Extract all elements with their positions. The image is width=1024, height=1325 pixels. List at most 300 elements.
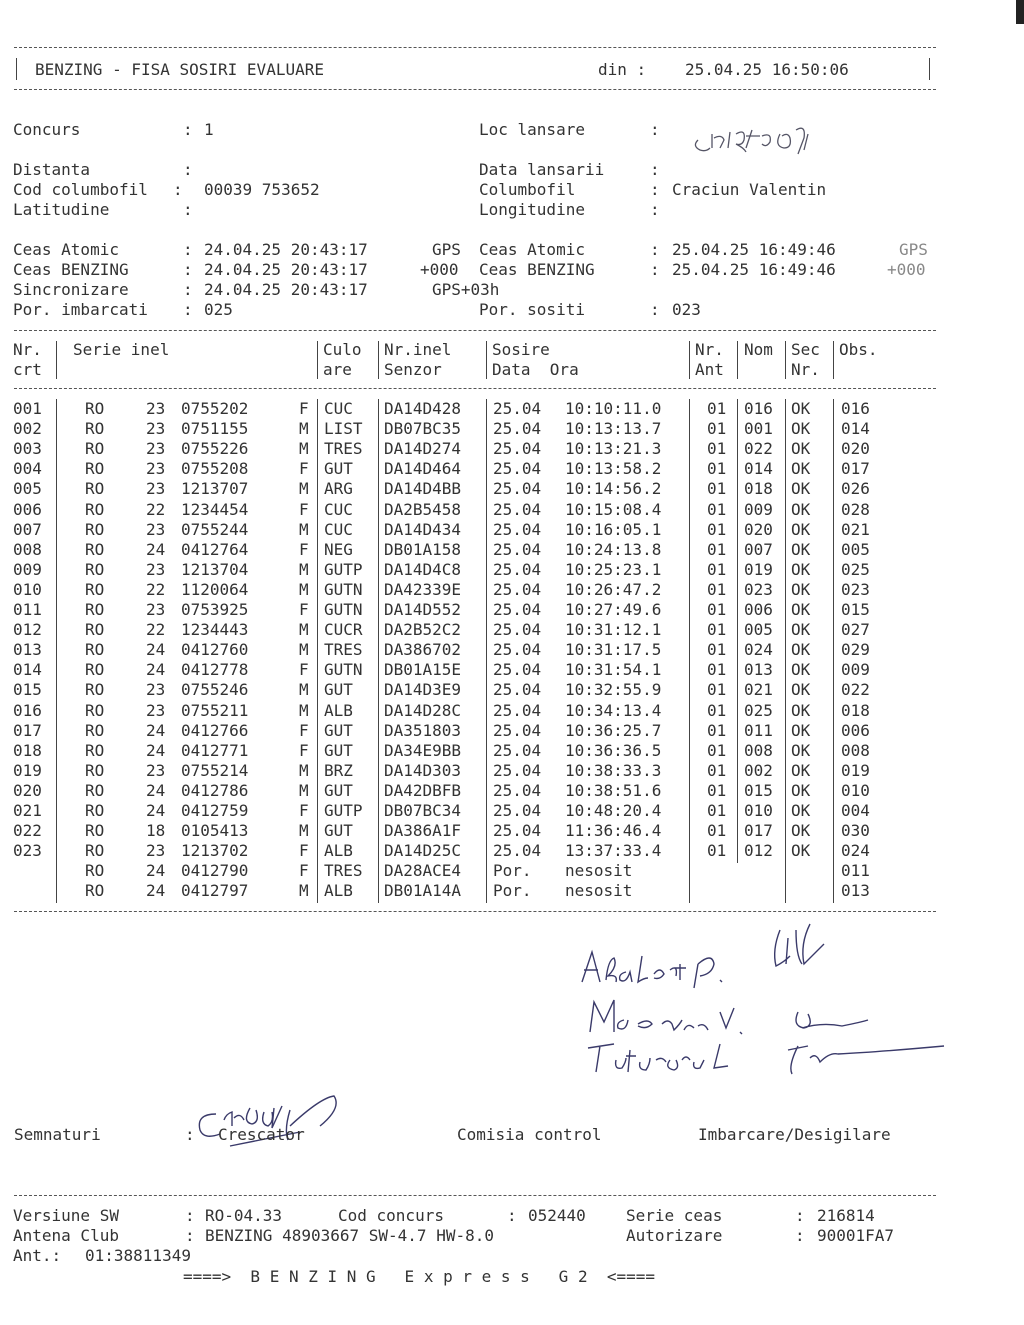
cell-data: 25.04: [493, 519, 542, 539]
th-sec-2: Nr.: [791, 360, 820, 379]
cell-ora: 10:32:55.9: [565, 680, 662, 700]
clock-left-1-suffix: +000: [420, 260, 459, 279]
cell-inel: 1120064: [181, 579, 249, 599]
cell-obs: 013: [841, 881, 870, 901]
cell-ora: 10:26:47.2: [565, 579, 662, 599]
cell-obs: 008: [841, 740, 870, 760]
cell-data: 25.04: [493, 499, 542, 519]
cell-ora: 10:48:20.4: [565, 801, 662, 820]
cell-ora: 10:15:08.4: [565, 499, 662, 519]
cell-sec: OK: [791, 439, 811, 459]
cell-sec: OK: [791, 399, 811, 418]
cell-ant: 01: [707, 439, 727, 459]
cell-sex: F: [299, 600, 309, 619]
cell-nom: 006: [744, 600, 773, 619]
cell-senzor: DB01A15E: [384, 660, 462, 680]
cell-senzor: DA14D4C8: [384, 559, 462, 579]
clock-left-0-label: Ceas Atomic: [13, 240, 119, 259]
cell-obs: 016: [841, 399, 870, 418]
cell-tara: RO: [85, 821, 105, 841]
cell-culoare: GUT: [324, 680, 353, 700]
cell-senzor: DA386702: [384, 640, 462, 660]
cell-ant: 01: [707, 600, 727, 619]
cell-an: 24: [146, 640, 166, 660]
cell-inel: 0751155: [181, 419, 249, 439]
cell-nom: 014: [744, 459, 773, 479]
cell-culoare: GUTN: [324, 600, 363, 619]
cell-nr: 003: [13, 439, 42, 459]
header-left-bar: [16, 58, 17, 80]
cell-sec: OK: [791, 419, 811, 439]
cell-tara: RO: [85, 680, 105, 700]
cell-inel: 0755202: [181, 399, 249, 418]
cell-nr: 018: [13, 740, 42, 760]
cell-ant: 01: [707, 539, 727, 559]
cell-senzor: DA14D434: [384, 519, 462, 539]
cell-ora: 10:25:23.1: [565, 559, 662, 579]
cell-ant: 01: [707, 801, 727, 820]
report-date-label: din :: [598, 60, 647, 79]
cell-nom: 016: [744, 399, 773, 418]
cell-sec: OK: [791, 801, 811, 820]
cell-culoare: CUC: [324, 499, 353, 519]
cell-sex: M: [299, 680, 309, 700]
cell-sex: F: [299, 720, 309, 740]
cell-sex: M: [299, 559, 309, 579]
table-header-rule: [14, 388, 936, 389]
cell-ora: 10:31:17.5: [565, 640, 662, 660]
cell-culoare: BRZ: [324, 760, 353, 780]
cell-sec: OK: [791, 519, 811, 539]
cell-culoare: TRES: [324, 640, 363, 660]
cell-an: 24: [146, 780, 166, 800]
cell-senzor: DA351803: [384, 720, 462, 740]
cell-inel: 1234443: [181, 620, 249, 640]
cell-sex: F: [299, 740, 309, 760]
longitudine-label: Longitudine: [479, 200, 585, 219]
autorizare-colon: :: [795, 1226, 805, 1245]
antena-colon: :: [185, 1226, 195, 1245]
cell-senzor: DB01A158: [384, 539, 462, 559]
cell-sec: OK: [791, 720, 811, 740]
cell-nr: 005: [13, 479, 42, 499]
cell-inel: 0412778: [181, 660, 249, 680]
cell-ant: 01: [707, 700, 727, 720]
cell-ora: 10:24:13.8: [565, 539, 662, 559]
cell-ant: 01: [707, 459, 727, 479]
longitudine-colon: :: [650, 200, 660, 219]
cell-obs: 018: [841, 700, 870, 720]
cell-data: 25.04: [493, 680, 542, 700]
cell-ora: 10:14:56.2: [565, 479, 662, 499]
th-sec-1: Sec: [791, 340, 820, 359]
cell-inel: 0412790: [181, 861, 249, 881]
cod-concurs-value: 052440: [528, 1206, 586, 1225]
cell-inel: 0755246: [181, 680, 249, 700]
cell-culoare: GUT: [324, 720, 353, 740]
autorizare-value: 90001FA7: [817, 1226, 895, 1245]
cell-ora: 10:16:05.1: [565, 519, 662, 539]
th-nr-1: Nr.: [13, 340, 42, 359]
cell-inel: 1213707: [181, 479, 249, 499]
cell-senzor: DA14D3E9: [384, 680, 462, 700]
cell-obs: 005: [841, 539, 870, 559]
cell-tara: RO: [85, 861, 105, 881]
cell-tara: RO: [85, 479, 105, 499]
cell-nr: 016: [13, 700, 42, 720]
cell-culoare: CUC: [324, 399, 353, 418]
cell-an: 23: [146, 479, 166, 499]
cell-culoare: CUC: [324, 519, 353, 539]
cell-data: 25.04: [493, 660, 542, 680]
cell-an: 24: [146, 660, 166, 680]
distanta-colon: :: [183, 160, 193, 179]
cell-sex: M: [299, 700, 309, 720]
loc-lansare-label: Loc lansare: [479, 120, 585, 139]
cell-culoare: GUTP: [324, 559, 363, 579]
cell-sex: F: [299, 459, 309, 479]
cell-data: 25.04: [493, 539, 542, 559]
cell-an: 22: [146, 579, 166, 599]
cell-ant: 01: [707, 740, 727, 760]
cell-data: 25.04: [493, 801, 542, 820]
cell-culoare: GUT: [324, 740, 353, 760]
cell-an: 18: [146, 821, 166, 841]
cell-nr: 011: [13, 600, 42, 619]
cell-senzor: DA14D274: [384, 439, 462, 459]
serie-ceas-label: Serie ceas: [626, 1206, 723, 1225]
cell-data: 25.04: [493, 740, 542, 760]
cell-data: 25.04: [493, 640, 542, 660]
cell-culoare: GUTP: [324, 801, 363, 820]
ant-label: Ant.:: [13, 1246, 62, 1265]
antena-label: Antena Club: [13, 1226, 119, 1245]
clock-right-2-label: Por. sositi: [479, 300, 585, 319]
cell-obs: 028: [841, 499, 870, 519]
cell-nr: 017: [13, 720, 42, 740]
cell-inel: 0755226: [181, 439, 249, 459]
cell-tara: RO: [85, 579, 105, 599]
cell-nom: 010: [744, 801, 773, 820]
cell-data: 25.04: [493, 720, 542, 740]
cell-sex: M: [299, 579, 309, 599]
cell-ora: 10:13:58.2: [565, 459, 662, 479]
cell-nr: 007: [13, 519, 42, 539]
cell-an: 22: [146, 499, 166, 519]
cell-an: 24: [146, 861, 166, 881]
cell-obs: 022: [841, 680, 870, 700]
cell-an: 22: [146, 620, 166, 640]
cell-ora: 13:37:33.4: [565, 841, 662, 861]
clock-left-2-value: 24.04.25 20:43:17: [204, 280, 368, 299]
cell-tara: RO: [85, 760, 105, 780]
cell-inel: 0412759: [181, 801, 249, 820]
cell-sec: OK: [791, 660, 811, 680]
cell-nom: 007: [744, 539, 773, 559]
tb-divider: [689, 399, 690, 903]
cell-ora: 10:31:12.1: [565, 620, 662, 640]
clock-right-2-value: 023: [672, 300, 701, 319]
cell-senzor: DB07BC35: [384, 419, 462, 439]
cell-an: 23: [146, 600, 166, 619]
cell-obs: 026: [841, 479, 870, 499]
tb-divider: [378, 399, 379, 903]
cell-inel: 0105413: [181, 821, 249, 841]
concurs-colon: :: [183, 120, 193, 139]
cell-nr: 012: [13, 620, 42, 640]
cell-tara: RO: [85, 660, 105, 680]
cell-culoare: NEG: [324, 539, 353, 559]
th-nrinel-2: Senzor: [384, 360, 442, 379]
cell-an: 23: [146, 439, 166, 459]
cell-ant: 01: [707, 419, 727, 439]
cell-ant: 01: [707, 841, 727, 861]
cell-obs: 024: [841, 841, 870, 861]
cell-obs: 027: [841, 620, 870, 640]
cell-data: 25.04: [493, 479, 542, 499]
footer-top-rule: [14, 1195, 936, 1196]
cell-culoare: GUTN: [324, 660, 363, 680]
cell-sex: M: [299, 519, 309, 539]
cell-sec: OK: [791, 620, 811, 640]
cell-nom: 011: [744, 720, 773, 740]
clock-left-2-suffix: GPS+03h: [432, 280, 500, 299]
cell-tara: RO: [85, 459, 105, 479]
cell-obs: 019: [841, 760, 870, 780]
versiune-colon: :: [185, 1206, 195, 1225]
cell-nom: 001: [744, 419, 773, 439]
cell-ora: 10:38:51.6: [565, 780, 662, 800]
cell-nr: 002: [13, 419, 42, 439]
cell-obs: 020: [841, 439, 870, 459]
cell-sec: OK: [791, 760, 811, 780]
th-nom: Nom: [744, 340, 773, 359]
cell-ant: 01: [707, 780, 727, 800]
cell-sex: F: [299, 499, 309, 519]
cell-senzor: DA28ACE4: [384, 861, 462, 881]
cell-obs: 021: [841, 519, 870, 539]
commission-signatures: [570, 920, 950, 1090]
cell-culoare: GUT: [324, 459, 353, 479]
th-divider: [833, 341, 834, 379]
th-serie: Serie inel: [73, 340, 170, 359]
cell-obs: 017: [841, 459, 870, 479]
cell-tara: RO: [85, 881, 105, 901]
cell-data: 25.04: [493, 459, 542, 479]
cell-obs: 015: [841, 600, 870, 619]
comisia-label: Comisia control: [457, 1125, 602, 1144]
cell-ant: 01: [707, 579, 727, 599]
cell-data: 25.04: [493, 780, 542, 800]
cod-columbofil-colon: :: [173, 180, 183, 199]
cell-sec: OK: [791, 459, 811, 479]
cell-nr: 013: [13, 640, 42, 660]
concurs-value: 1: [204, 120, 214, 139]
th-divider: [378, 341, 379, 379]
distanta-label: Distanta: [13, 160, 91, 179]
cell-sec: OK: [791, 680, 811, 700]
cell-obs: 025: [841, 559, 870, 579]
header-bottom-rule: [14, 89, 936, 90]
th-divider: [317, 341, 318, 379]
cell-ant: 01: [707, 479, 727, 499]
cell-ant: 01: [707, 399, 727, 418]
cell-nom: 020: [744, 519, 773, 539]
th-nr-2: crt: [13, 360, 42, 379]
clock-left-0-colon: :: [183, 240, 193, 259]
cell-nr: 023: [13, 841, 42, 861]
cell-obs: 009: [841, 660, 870, 680]
cell-ora: 11:36:46.4: [565, 821, 662, 841]
cell-sex: M: [299, 419, 309, 439]
cell-data: Por.: [493, 881, 532, 901]
serie-ceas-value: 216814: [817, 1206, 875, 1225]
cell-tara: RO: [85, 780, 105, 800]
clock-left-2-label: Sincronizare: [13, 280, 129, 299]
cell-data: 25.04: [493, 620, 542, 640]
cell-nr: 021: [13, 801, 42, 820]
clock-right-1-colon: :: [650, 260, 660, 279]
cell-data: 25.04: [493, 821, 542, 841]
imbarcare-label: Imbarcare/Desigilare: [698, 1125, 891, 1144]
cell-nom: 022: [744, 439, 773, 459]
loc-lansare-handwritten: [690, 120, 840, 160]
cell-nom: 019: [744, 559, 773, 579]
clock-right-1-suffix: +000: [887, 260, 926, 279]
cell-inel: 1234454: [181, 499, 249, 519]
cell-nr: 001: [13, 399, 42, 418]
cell-sex: F: [299, 841, 309, 861]
cell-nr: 014: [13, 660, 42, 680]
cell-ant: 01: [707, 660, 727, 680]
cell-sex: F: [299, 660, 309, 680]
cell-inel: 0412760: [181, 640, 249, 660]
cell-tara: RO: [85, 559, 105, 579]
th-divider: [785, 341, 786, 379]
cell-obs: 014: [841, 419, 870, 439]
cell-inel: 0753925: [181, 600, 249, 619]
tb-divider: [56, 399, 57, 903]
cell-ora: 10:27:49.6: [565, 600, 662, 619]
cell-senzor: DA34E9BB: [384, 740, 462, 760]
crescator-label: Crescator: [218, 1125, 305, 1144]
cell-culoare: GUTN: [324, 579, 363, 599]
cell-tara: RO: [85, 841, 105, 861]
cell-an: 23: [146, 459, 166, 479]
cell-senzor: DA42DBFB: [384, 780, 462, 800]
tb-divider: [737, 399, 738, 863]
cell-culoare: LIST: [324, 419, 363, 439]
tb-divider: [833, 399, 834, 903]
cell-ora: 10:31:54.1: [565, 660, 662, 680]
cell-tara: RO: [85, 419, 105, 439]
ant-value: 01:38811349: [85, 1246, 191, 1265]
clock-left-0-value: 24.04.25 20:43:17: [204, 240, 368, 259]
cell-an: 23: [146, 841, 166, 861]
cell-nr: 006: [13, 499, 42, 519]
th-sosire-1: Sosire: [492, 340, 550, 359]
cell-nom: 009: [744, 499, 773, 519]
cell-sex: M: [299, 821, 309, 841]
tb-divider: [785, 399, 786, 903]
versiune-value: RO-04.33: [205, 1206, 283, 1225]
cell-culoare: TRES: [324, 861, 363, 881]
clock-left-3-label: Por. imbarcati: [13, 300, 148, 319]
table-top-rule: [14, 330, 936, 331]
cell-senzor: DB07BC34: [384, 801, 462, 820]
cell-data: 25.04: [493, 600, 542, 619]
cell-senzor: DA14D464: [384, 459, 462, 479]
th-divider: [486, 341, 487, 379]
semnaturi-colon: :: [185, 1125, 195, 1144]
cell-tara: RO: [85, 519, 105, 539]
cell-data: 25.04: [493, 760, 542, 780]
cell-tara: RO: [85, 539, 105, 559]
cell-ora: nesosit: [565, 881, 633, 901]
cell-culoare: ALB: [324, 881, 353, 901]
cell-sec: OK: [791, 539, 811, 559]
cell-sex: M: [299, 780, 309, 800]
cell-sec: OK: [791, 740, 811, 760]
cell-sex: M: [299, 439, 309, 459]
cell-sex: M: [299, 479, 309, 499]
cell-inel: 1213704: [181, 559, 249, 579]
cell-senzor: DA42339E: [384, 579, 462, 599]
cell-senzor: DA2B5458: [384, 499, 462, 519]
cell-nr: 009: [13, 559, 42, 579]
cell-culoare: GUT: [324, 780, 353, 800]
cell-nom: 015: [744, 780, 773, 800]
cell-ora: 10:36:25.7: [565, 720, 662, 740]
cell-inel: 0412797: [181, 881, 249, 901]
clock-right-0-value: 25.04.25 16:49:46: [672, 240, 836, 259]
cell-sec: OK: [791, 600, 811, 619]
scan-edge-mark: [1016, 0, 1024, 24]
cell-sec: OK: [791, 700, 811, 720]
cell-nr: 019: [13, 760, 42, 780]
th-culoare-2: are: [323, 360, 352, 379]
cell-nr: 010: [13, 579, 42, 599]
cell-sec: OK: [791, 579, 811, 599]
data-lansarii-label: Data lansarii: [479, 160, 605, 179]
cell-ora: 10:34:13.4: [565, 700, 662, 720]
cell-data: 25.04: [493, 579, 542, 599]
th-nrant-2: Ant: [695, 360, 724, 379]
cell-senzor: DA14D303: [384, 760, 462, 780]
th-obs: Obs.: [839, 340, 878, 359]
cell-ant: 01: [707, 620, 727, 640]
cell-culoare: TRES: [324, 439, 363, 459]
cell-senzor: DA2B52C2: [384, 620, 462, 640]
cell-culoare: CUCR: [324, 620, 363, 640]
cell-sec: OK: [791, 841, 811, 861]
cell-nom: 013: [744, 660, 773, 680]
latitudine-label: Latitudine: [13, 200, 110, 219]
clock-left-1-value: 24.04.25 20:43:17: [204, 260, 368, 279]
cell-an: 23: [146, 680, 166, 700]
clock-left-1-label: Ceas BENZING: [13, 260, 129, 279]
cell-sex: F: [299, 399, 309, 418]
cell-obs: 023: [841, 579, 870, 599]
cell-sec: OK: [791, 559, 811, 579]
cell-an: 23: [146, 700, 166, 720]
cell-an: 24: [146, 720, 166, 740]
autorizare-label: Autorizare: [626, 1226, 723, 1245]
clock-left-3-value: 025: [204, 300, 233, 319]
cell-tara: RO: [85, 399, 105, 418]
cell-ora: 10:13:21.3: [565, 439, 662, 459]
cell-nom: 002: [744, 760, 773, 780]
